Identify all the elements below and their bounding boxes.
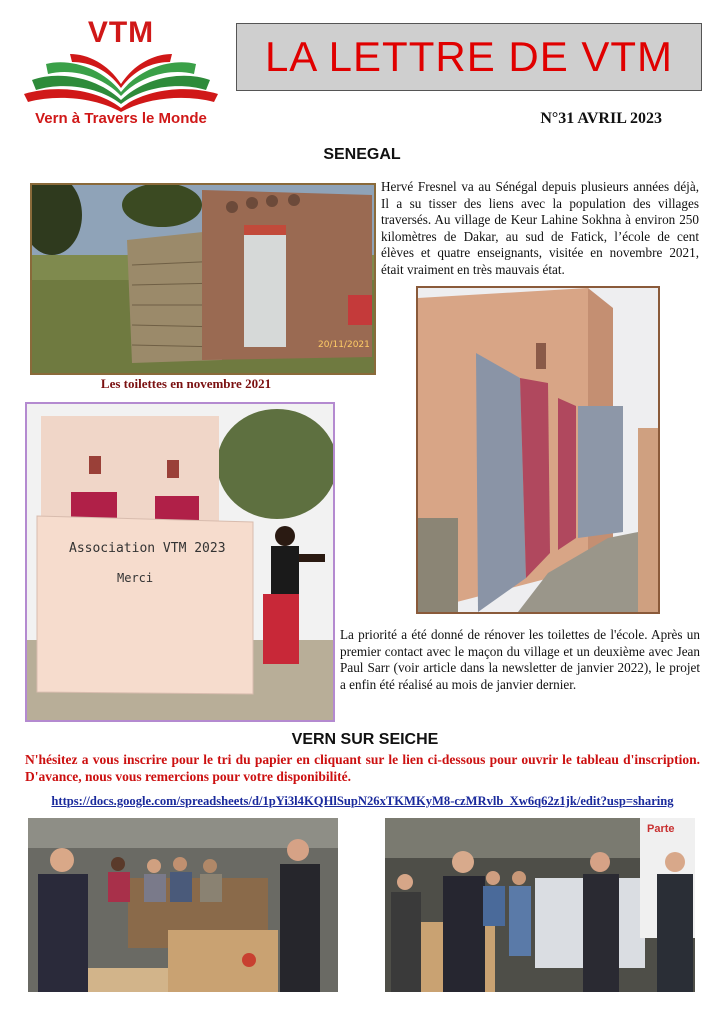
page-title: LA LETTRE DE VTM <box>264 33 674 80</box>
logo-title: VTM <box>87 16 155 49</box>
photo-thank-you-sign <box>25 402 335 722</box>
section-heading-vern: VERN SUR SEICHE <box>291 731 439 748</box>
logo-subtitle: Vern à Travers le Monde <box>35 110 207 127</box>
header-banner <box>236 23 702 91</box>
photo-paper-sorting-volunteers <box>28 818 338 992</box>
photo-date-stamp: 20/11/2021 <box>318 340 370 350</box>
issue-number: N°31 AVRIL 2023 <box>540 110 662 127</box>
van-lettering: Parte <box>647 823 675 835</box>
photo-caption: Les toilettes en novembre 2021 <box>100 376 272 391</box>
photo-renovated-toilets <box>416 286 660 614</box>
senegal-intro-paragraph: Hervé Fresnel va au Sénégal depuis plusieurs années déjà, Il a su tisser des liens avec la population des villages traversés. Au village de Keur Lahine Sokhna à environ 250 kilomètres de Dakar, au sud de Fatick, l’école de cent élèves et quatre enseignants, visitée en novembre 2021, était vraiment en très mauvais état. <box>381 179 699 277</box>
vtm-logo <box>18 12 224 136</box>
open-book-icon <box>18 50 224 112</box>
senegal-renovation-paragraph: La priorité a été donné de rénover les toilettes de l'école. Après un premier contact avec le maçon du village et un deuxième avec Jean Paul Sarr (voir article dans la newsletter de janvier 2022), le projet a enfin été réalisé au mois de janvier dernier. <box>340 627 700 692</box>
volunteer-notice: N'hésitez a vous inscrire pour le tri du papier en cliquant sur le lien ci-dessous pour ouvrir le tableau d'inscription. D'avance, nous vous remercions pour votre disponibilité. <box>25 752 700 784</box>
signup-sheet-link[interactable]: https://docs.google.com/spreadsheets/d/1pYi3l4KQHlSupN26xTKMKyM8-czMRvlb_Xw6q62z1jk/edit?usp=sharing <box>51 794 674 808</box>
section-heading-senegal: SENEGAL <box>323 146 401 163</box>
photo-volunteer-group <box>385 818 695 992</box>
sign-text-merci: Merci <box>117 571 154 585</box>
sign-text-association: Association VTM 2023 <box>69 541 226 556</box>
photo-old-toilets <box>30 183 376 375</box>
